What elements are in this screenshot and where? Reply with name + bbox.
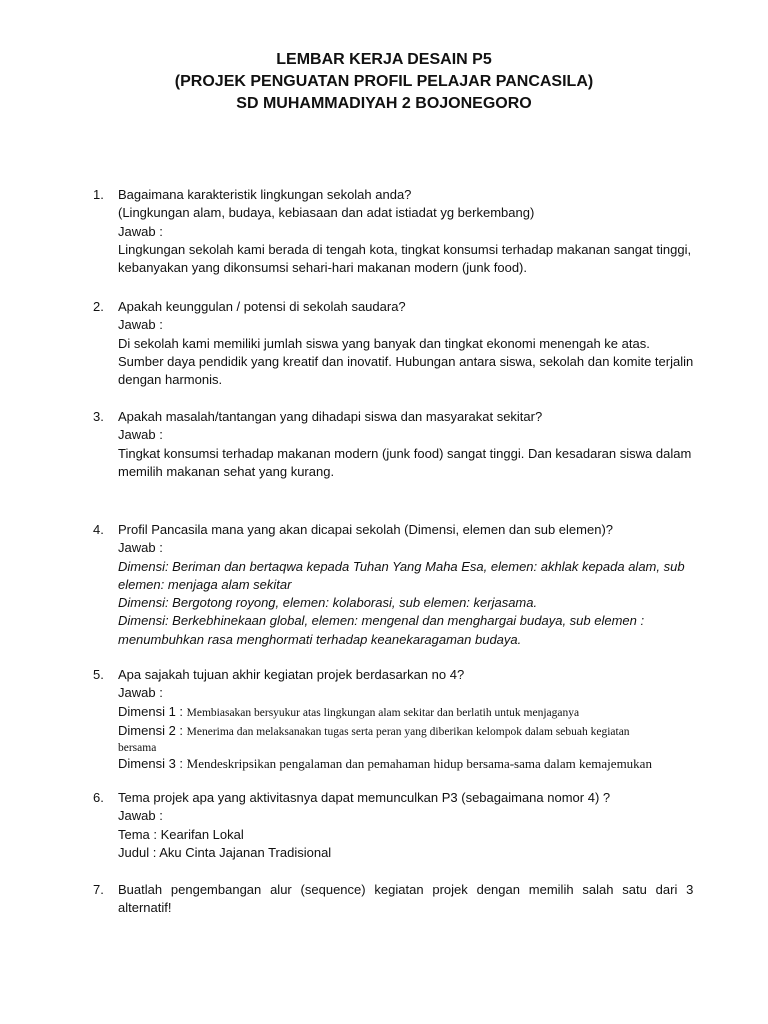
answer-line: elemen: menjaga alam sekitar — [118, 576, 292, 592]
answer-line: Tingkat konsumsi terhadap makanan modern (junk food) sangat tinggi. Dan kesadaran siswa dalam — [118, 445, 692, 461]
question-number: 4. — [93, 522, 104, 537]
answer-label: Jawab : — [118, 427, 163, 443]
answer-line: Dimensi: Beriman dan bertaqwa kepada Tuhan Yang Maha Esa, elemen: akhlak kepada alam, sub — [118, 558, 685, 574]
answer-line: Lingkungan sekolah kami berada di tengah kota, tingkat konsumsi terhadap makanan sangat tinggi, — [118, 241, 692, 257]
answer-label: Jawab : — [118, 317, 163, 333]
header-subtitle: (PROJEK PENGUATAN PROFIL PELAJAR PANCASILA) — [174, 73, 594, 90]
answer-line: Di sekolah kami memiliki jumlah siswa yang banyak dan tingkat ekonomi menengah ke atas. — [118, 335, 650, 351]
question-number: 6. — [93, 790, 104, 805]
question-number: 3. — [93, 409, 104, 424]
answer-label: Jawab : — [118, 685, 163, 701]
answer-label: Jawab : — [118, 540, 163, 556]
header-school: SD MUHAMMADIYAH 2 BOJONEGORO — [236, 95, 532, 112]
question-2 — [93, 298, 694, 389]
dimension-text-continued: bersama — [118, 742, 157, 755]
theme-line: Tema : Kearifan Lokal — [118, 826, 244, 842]
answer-line: Dimensi: Bergotong royong, elemen: kolaborasi, sub elemen: kerjasama. — [118, 595, 538, 611]
question-text: Buatlah pengembangan alur (sequence) kegiatan projek dengan memilih salah satu dari 3 — [118, 882, 694, 897]
question-text: Profil Pancasila mana yang akan dicapai sekolah (Dimensi, elemen dan sub elemen)? — [118, 522, 613, 537]
answer-line: menumbuhkan rasa menghormati terhadap keanekaragaman budaya. — [118, 631, 522, 647]
question-1 — [93, 186, 692, 277]
dimension-2 — [118, 722, 678, 741]
question-text: Apakah masalah/tantangan yang dihadapi siswa dan masyarakat sekitar? — [118, 409, 543, 424]
question-6 — [93, 789, 678, 862]
question-number: 1. — [93, 187, 104, 202]
header-title: LEMBAR KERJA DESAIN P5 — [276, 51, 492, 68]
question-4 — [93, 521, 685, 649]
answer-line: Sumber daya pendidik yang kreatif dan inovatif. Hubungan antara siswa, sekolah dan komite terjalin — [118, 353, 694, 369]
question-number: 5. — [93, 667, 104, 682]
answer-label: Jawab : — [118, 808, 163, 824]
question-7 — [93, 881, 694, 918]
answer-line: kebanyakan yang dikonsumsi sehari-hari makanan modern (junk food). — [118, 260, 527, 276]
question-text: Apa sajakah tujuan akhir kegiatan projek berdasarkan no 4? — [118, 667, 465, 682]
answer-line: memilih makanan sehat yang kurang. — [118, 463, 335, 479]
dimension-label: Dimensi 3 : — [118, 756, 187, 772]
question-number: 7. — [93, 882, 104, 897]
dimension-text: Membiasakan bersyukur atas lingkungan alam sekitar dan berlatih untuk menjaganya — [186, 706, 580, 719]
answer-label: Jawab : — [118, 223, 163, 239]
question-subtext: (Lingkungan alam, budaya, kebiasaan dan adat istiadat yg berkembang) — [118, 205, 535, 221]
dimension-text: Mendeskripsikan pengalaman dan pemahaman hidup bersama-sama dalam kemajemukan — [186, 756, 652, 772]
question-text: Bagaimana karakteristik lingkungan sekolah anda? — [118, 187, 412, 202]
dimension-text: Menerima dan melaksanakan tugas serta peran yang diberikan kelompok dalam sebuah kegiatan — [186, 725, 630, 738]
document-header — [0, 49, 768, 115]
question-text-continued: alternatif! — [118, 900, 172, 916]
question-number: 2. — [93, 299, 104, 314]
dimension-label: Dimensi 2 : — [118, 722, 187, 738]
answer-line: Dimensi: Berkebhinekaan global, elemen: mengenal dan menghargai budaya, sub elemen : — [118, 613, 645, 629]
dimension-1 — [118, 703, 678, 722]
question-text: Tema projek apa yang aktivitasnya dapat memunculkan P3 (sebagaimana nomor 4) ? — [118, 790, 611, 805]
question-5 — [93, 666, 678, 773]
question-text: Apakah keunggulan / potensi di sekolah saudara? — [118, 299, 406, 314]
dimension-3 — [118, 755, 678, 773]
title-line: Judul : Aku Cinta Jajanan Tradisional — [118, 844, 332, 860]
dimension-label: Dimensi 1 : — [118, 703, 187, 719]
question-3 — [93, 408, 692, 481]
answer-line: dengan harmonis. — [118, 372, 223, 388]
